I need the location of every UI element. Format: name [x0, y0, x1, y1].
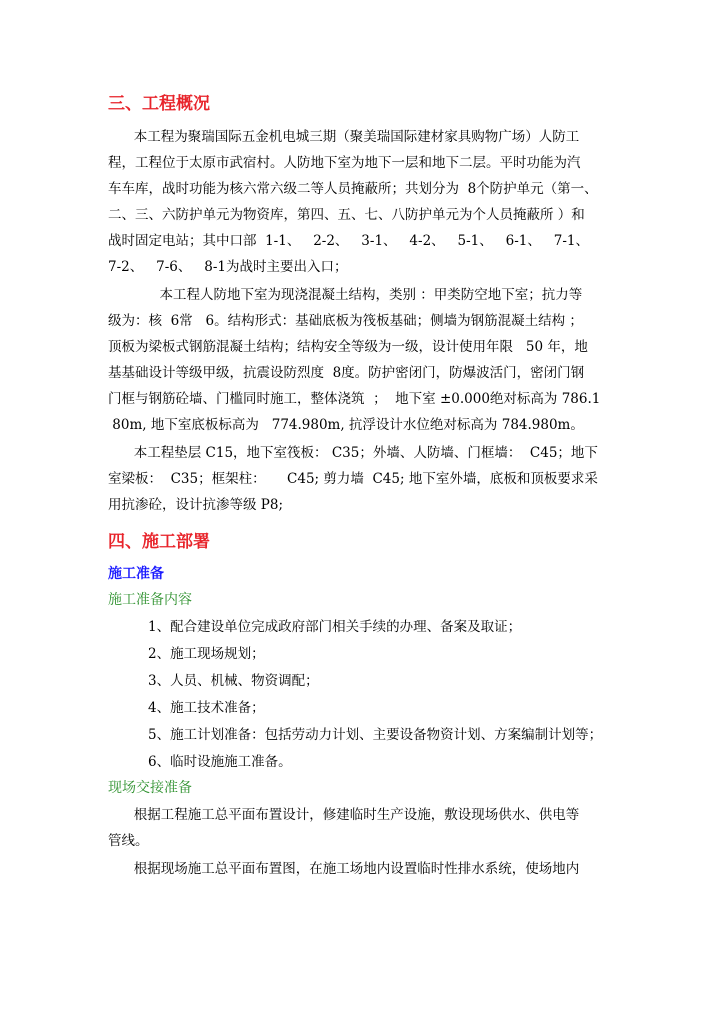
text-line: 本工程人防地下室为现浇混凝土结构，类别 ：甲类防空地下室；抗力等 [108, 287, 583, 303]
text-line: 本工程垫层 C15，地下室筏板： C35；外墙、人防墙、门框墙： C45；地下 [108, 445, 598, 461]
text-line: 战时固定电站；其中口部 1-1、 2-2、 3-1、 4-2、 5-1、 6-1、 7-1、 [108, 233, 590, 249]
sub-sub-heading-preparation-content: 施工准备内容 [108, 592, 192, 608]
paragraph-structure [108, 282, 638, 438]
paragraph-concrete-grades [108, 440, 638, 518]
list-item: 2、施工现场规划； [148, 646, 265, 662]
text-line: 80m, 地下室底板标高为 774.980m, 抗浮设计水位绝对标高为 784.980m。 [108, 417, 584, 433]
text-line: 顶板为梁板式钢筋混凝土结构；结构安全等级为一级，设计使用年限 50 年，地 [108, 339, 588, 355]
text-line: 门框与钢筋砼墙、门槛同时施工，整体浇筑 ； 地下室 ±0.000绝对标高为 786.1 [108, 391, 601, 407]
text-line: 7-2、 7-6、 8-1为战时主要出入口； [108, 259, 348, 275]
text-line: 室梁板： C35；框架柱： C45; 剪力墙 C45; 地下室外墙，底板和顶板要求采 [108, 471, 598, 487]
text-line: 二、三、六防护单元为物资库，第四、五、七、八防护单元为个人员掩蔽所 ）和 [108, 207, 585, 223]
paragraph-drainage [108, 856, 638, 882]
section-heading-4: 四、施工部署 [108, 532, 210, 552]
list-item: 5、施工计划准备：包括劳动力计划、主要设备物资计划、方案编制计划等； [148, 727, 603, 743]
list-item: 4、施工技术准备； [148, 700, 265, 716]
paragraph-site-facilities [108, 802, 638, 854]
preparation-list [108, 614, 638, 776]
list-item: 1、配合建设单位完成政府部门相关手续的办理、备案及取证； [148, 619, 522, 635]
list-item: 6、临时设施施工准备。 [148, 754, 292, 770]
text-line: 基基础设计等级甲级，抗震设防烈度 8度。防护密闭门，防爆波活门，密闭门钢 [108, 365, 585, 381]
document-page [108, 92, 638, 882]
text-line: 根据现场施工总平面布置图，在施工场地内设置临时性排水系统，使场地内 [108, 861, 580, 877]
text-line: 车车库，战时功能为核六常六级二等人员掩蔽所；共划分为 8个防护单元（第一、 [108, 181, 598, 197]
list-item: 3、人员、机械、物资调配； [148, 673, 319, 689]
text-line: 本工程为聚瑞国际五金机电城三期（聚美瑞国际建材家具购物广场）人防工 [108, 129, 580, 145]
paragraph-overview [108, 124, 638, 280]
text-line: 用抗渗砼，设计抗渗等级 P8; [108, 497, 284, 513]
section-heading-3: 三、工程概况 [108, 94, 210, 114]
sub-heading-preparation: 施工准备 [108, 566, 164, 582]
text-line: 管线。 [108, 833, 149, 849]
text-line: 程，工程位于太原市武宿村。人防地下室为地下一层和地下二层。平时功能为汽 [108, 155, 581, 171]
text-line: 级为：核 6常 6。结构形式：基础底板为筏板基础；侧墙为钢筋混凝土结构 ； [108, 313, 583, 329]
sub-sub-heading-site-handover: 现场交接准备 [108, 780, 192, 796]
text-line: 根据工程施工总平面布置设计，修建临时生产设施，敷设现场供水、供电等 [108, 807, 580, 823]
